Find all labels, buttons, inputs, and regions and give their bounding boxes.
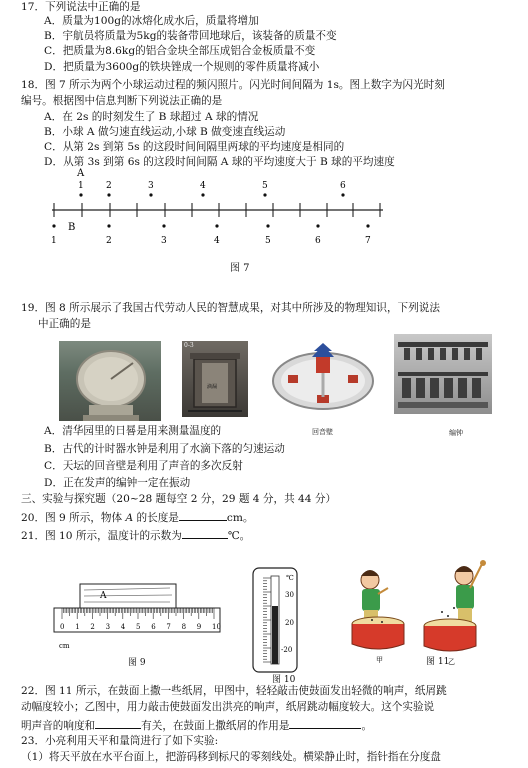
q19-option-c: C．天坛的回音壁是利用了声音的多次反射 — [44, 460, 243, 472]
q22-answer-blank-2[interactable] — [289, 717, 361, 729]
ball-a-number-6: 6 — [340, 181, 346, 191]
q17-option-b: B．宇航员将质量为5kg的装备带回地球后，该装备的质量不变 — [44, 30, 337, 42]
ball-a-positions — [78, 181, 346, 197]
q22-line3-part-b: 有关，在鼓面上撒纸屑的作用是 — [141, 720, 290, 732]
ball-b-number-3: 3 — [161, 236, 167, 246]
q19-option-d: D．正在发声的编钟一定在振动 — [44, 477, 191, 489]
ruler-unit: cm — [59, 642, 70, 650]
q22-line3-part-c: 。 — [361, 720, 373, 732]
ball-b-number-5: 5 — [265, 236, 271, 246]
q17-option-d: D．把质量为3600g的铁块锉成一个规则的零件质量将减小 — [44, 61, 320, 73]
drum-label-yi: 乙 — [448, 658, 455, 666]
ruler-tick-label-6: 6 — [151, 623, 156, 631]
q20-text — [21, 509, 253, 525]
ruler-tick-label-5: 5 — [136, 623, 141, 631]
object-a-label: A — [100, 591, 107, 601]
sundial-photo — [59, 341, 161, 421]
q20-variable: A — [125, 512, 134, 524]
figure-7-strobe-diagram — [0, 166, 528, 276]
ball-a-dot-5 — [263, 193, 266, 196]
echo-wall-label: 回音壁 — [312, 428, 333, 436]
q18-option-a: A．在 2s 的时刻发生了 B 球超过 A 球的情况 — [44, 111, 259, 123]
q20-after: 的长度是 — [133, 512, 179, 524]
q20-answer-blank[interactable] — [179, 509, 227, 521]
clepsydra-number: 0-3 — [184, 342, 194, 349]
q19-stem-line2: 中正确的是 — [38, 318, 91, 330]
q21-text — [21, 527, 250, 543]
q17-option-a: A．质量为100g的冰熔化成水后，质量将增加 — [44, 15, 259, 27]
ruler-tick-label-2: 2 — [90, 623, 95, 631]
chime-bells-photo — [394, 334, 492, 414]
ruler-tick-label-8: 8 — [181, 623, 187, 631]
q22-line2: 动幅度较小；乙图中，用力敲击使鼓面发出洪亮的响声，纸屑跳动幅度较大。这个实验说 — [21, 701, 435, 713]
q18-stem-line2: 编号。根据图中信息判断下列说法正确的是 — [21, 95, 223, 107]
thermometer-liquid-column — [272, 606, 278, 664]
q19-stem-line1: 19．图 8 所示展示了我国古代劳动人民的智慧成果，对其中所涉及的物理知识，下列说法 — [21, 302, 440, 314]
chime-bells-label: 编钟 — [449, 429, 463, 437]
figure-9-ruler — [50, 580, 260, 660]
thermometer-label-20: 20 — [285, 619, 294, 627]
q19-option-b: B．古代的计时器水钟是利用了水滴下落的匀速运动 — [44, 443, 285, 455]
q23-line1: （1）将天平放在水平台面上，把游码移到标尺的零刻线处。横梁静止时，指针指在分度盘 — [21, 751, 441, 763]
ball-a-number-3: 3 — [148, 181, 154, 191]
q18-option-c: C．从第 2s 到第 5s 的这段时间间隔里两球的平均速度是相同的 — [44, 141, 345, 153]
q21-answer-blank[interactable] — [182, 527, 228, 539]
q20-before: 20．图 9 所示，物体 — [21, 512, 126, 524]
ball-a-label: A — [77, 168, 85, 179]
figure-10-caption: 图 10 — [272, 675, 296, 685]
ball-b-dot-4 — [215, 224, 218, 227]
figure-11-drum-experiment — [342, 558, 502, 668]
figure-7-caption: 图 7 — [230, 263, 250, 274]
thermometer-label-minus-20: -20 — [281, 646, 293, 654]
ruler-tick-label-3: 3 — [105, 623, 111, 631]
ball-b-dot-5 — [266, 224, 269, 227]
ball-b-label: B — [68, 222, 76, 233]
q22-line1: 22．图 11 所示，在鼓面上撒一些纸屑，甲图中，轻轻敲击使鼓面发出轻微的响声，纸屑跳 — [21, 685, 447, 697]
figure-11-caption: 图 11 — [426, 657, 450, 667]
figure-10-thermometer — [245, 566, 305, 676]
q17-stem: 17．下列说法中正确的是 — [21, 1, 141, 13]
ball-a-number-4: 4 — [200, 181, 206, 191]
q22-answer-blank-1[interactable] — [95, 717, 141, 729]
ruler-tick-label-0: 0 — [60, 623, 65, 631]
ball-b-number-7: 7 — [365, 236, 371, 246]
q19-option-a: A．清华园里的日晷是用来测量温度的 — [44, 425, 222, 437]
ruler-tick-label-9: 9 — [196, 623, 202, 631]
boy-hard-strike — [455, 560, 486, 626]
ball-a-dot-1 — [79, 193, 82, 196]
ball-a-number-5: 5 — [262, 181, 268, 191]
ball-b-number-2: 2 — [106, 236, 112, 246]
ball-b-dot-2 — [107, 224, 110, 227]
q22-line3 — [21, 717, 372, 733]
thermometer-label-30: 30 — [285, 591, 294, 599]
ball-a-number-2: 2 — [106, 181, 112, 191]
clepsydra-photo — [182, 341, 248, 417]
ball-a-dot-6 — [341, 193, 344, 196]
thermometer-unit: ℃ — [286, 574, 294, 582]
ball-b-positions — [51, 224, 371, 246]
ruler-tick-label-10: 10 — [212, 623, 221, 631]
section-3-title: 三、实验与探究题（20~28 题每空 2 分，29 题 4 分，共 44 分） — [21, 493, 337, 505]
ball-b-number-6: 6 — [315, 236, 321, 246]
ball-b-number-1: 1 — [51, 236, 57, 246]
figure-9-caption: 图 9 — [128, 658, 146, 668]
ball-b-dot-1 — [52, 224, 55, 227]
q17-option-c: C．把质量为8.6kg的铝合金块全部压成铝合金板质量不变 — [44, 45, 316, 57]
drum-label-jia: 甲 — [376, 656, 383, 664]
ball-a-dot-2 — [107, 193, 110, 196]
ball-b-number-4: 4 — [214, 236, 220, 246]
echo-wall-illustration — [270, 341, 376, 415]
q21-before: 21．图 10 所示，温度计的示数为 — [21, 530, 182, 542]
clepsydra-plate-text: 滴漏 — [207, 384, 218, 390]
q22-line3-part-a: 明声音的响度和 — [21, 720, 96, 732]
ruler-tick-label-7: 7 — [166, 623, 171, 631]
ball-a-dot-3 — [149, 193, 152, 196]
ruler-tick-label-4: 4 — [120, 623, 126, 631]
q18-option-d: D．从第 3s 到第 6s 的这段时间间隔 A 球的平均速度大于 B 球的平均速度 — [44, 156, 395, 168]
q18-option-b: B．小球 A 做匀速直线运动,小球 B 做变速直线运动 — [44, 126, 286, 138]
q21-unit: ℃。 — [227, 530, 251, 542]
q23-stem: 23．小亮利用天平和量筒进行了如下实验: — [21, 735, 219, 747]
drum-left — [352, 617, 404, 649]
q20-unit: cm。 — [226, 512, 254, 524]
ball-b-dot-6 — [316, 224, 319, 227]
ball-a-number-1: 1 — [78, 181, 84, 191]
ball-b-dot-7 — [366, 224, 369, 227]
q18-stem-line1: 18．图 7 所示为两个小球运动过程的频闪照片。闪光时间间隔为 1s。图上数字为闪光时刻 — [21, 79, 445, 91]
ruler-tick-label-1: 1 — [75, 623, 80, 631]
ball-b-dot-3 — [162, 224, 165, 227]
ball-a-dot-4 — [201, 193, 204, 196]
